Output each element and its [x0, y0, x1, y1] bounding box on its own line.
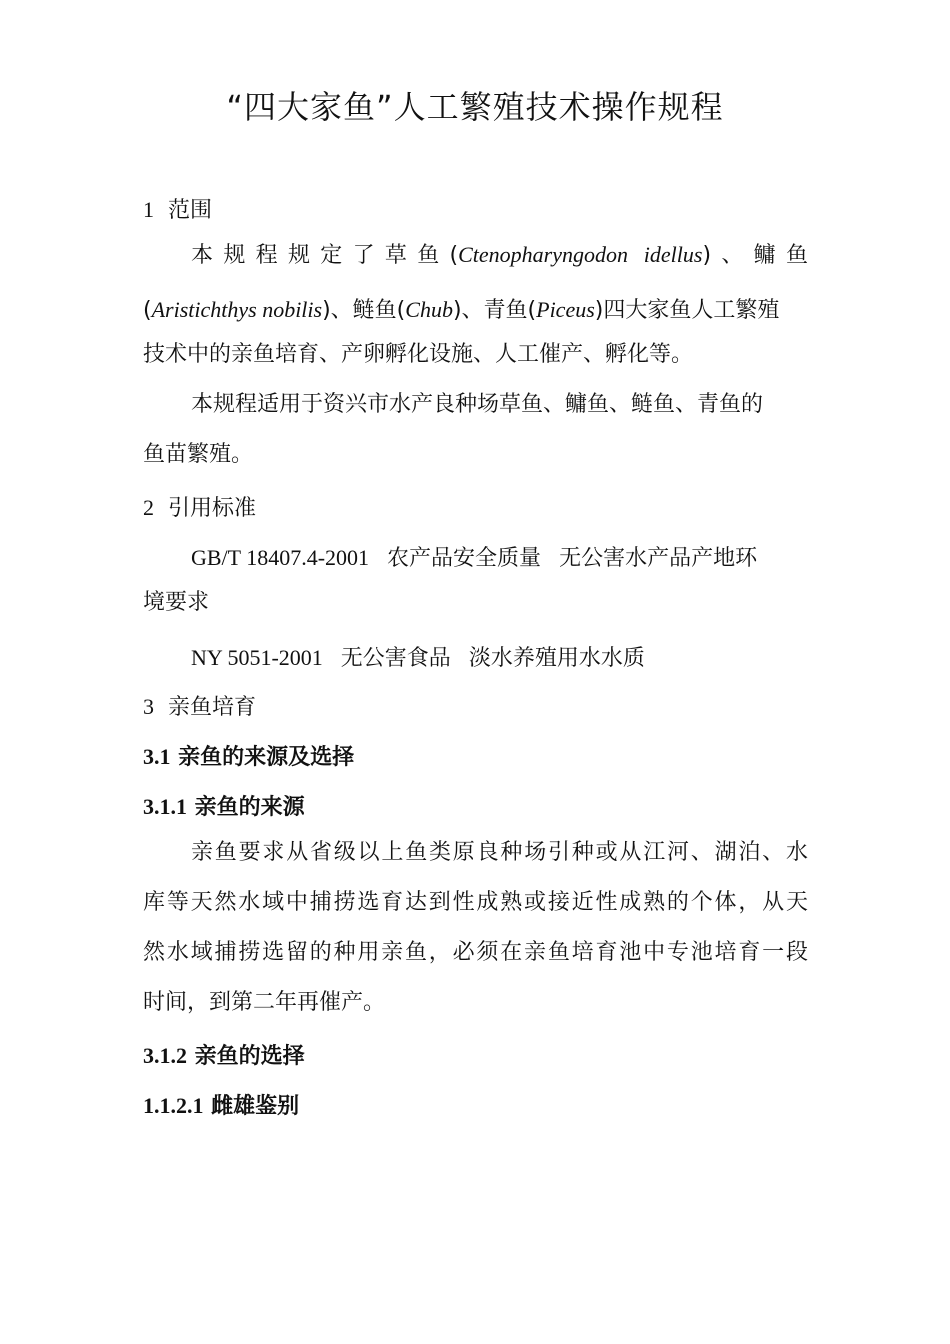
paragraph-line: 技术中的亲鱼培育、产卵孵化设施、人工催产、孵化等。 — [143, 342, 694, 367]
standard-code: GB/T 18407.4-2001 — [191, 545, 370, 570]
section-1-heading — [143, 195, 808, 226]
section-2-heading — [143, 493, 808, 524]
scientific-name: Piceus — [536, 297, 595, 322]
subsection-1-1-2-1-heading: 1.1.2.1 雌雄鉴别 — [143, 1093, 300, 1119]
paragraph-line: 时间，到第二年再催产。 — [143, 990, 386, 1015]
scientific-name: Aristichthys nobilis — [151, 297, 323, 322]
reference-line: GB/T 18407.4-2001 农产品安全质量 无公害水产品产地环 — [191, 545, 758, 571]
section-title: 引用标准 — [168, 496, 257, 521]
paragraph-line: 库等天然水域中捕捞选育达到性成熟或接近性成熟的个体，从天 — [143, 890, 808, 915]
paragraph-line: 本规程适用于资兴市水产良种场草鱼、鳙鱼、鲢鱼、青鱼的 — [191, 392, 764, 417]
subsection-3-1-heading: 3.1 亲鱼的来源及选择 — [143, 744, 355, 770]
reference-line: NY 5051-2001 无公害食品 淡水养殖用水水质 — [191, 645, 645, 671]
section-title: 范围 — [168, 198, 213, 223]
paragraph-line: (Aristichthys nobilis)、鲢鱼(Chub)、青鱼(Piceus)四大家鱼人工繁殖 — [143, 297, 780, 323]
reference-line: 境要求 — [143, 590, 210, 615]
scientific-name: Chub — [405, 297, 453, 322]
paragraph-line: 本规程规定了草鱼(Ctenopharyngodon idellus)、鳙鱼 — [191, 242, 808, 268]
paragraph-line: 亲鱼要求从省级以上鱼类原良种场引种或从江河、湖泊、水 — [191, 840, 808, 865]
subsection-3-1-2-heading: 3.1.2 亲鱼的选择 — [143, 1043, 305, 1069]
section-number: 2 — [143, 495, 154, 520]
subsection-3-1-1-heading: 3.1.1 亲鱼的来源 — [143, 794, 305, 820]
paragraph-line: 鱼苗繁殖。 — [143, 442, 254, 467]
scientific-name: Ctenopharyngodon idellus — [458, 242, 703, 267]
paragraph-line: 然水域捕捞选留的种用亲鱼，必须在亲鱼培育池中专池培育一段 — [143, 940, 808, 965]
standard-code: NY 5051-2001 — [191, 645, 323, 670]
section-3-heading — [143, 692, 808, 723]
section-title: 亲鱼培育 — [168, 695, 257, 720]
document-title: “四大家鱼”人工繁殖技术操作规程 — [226, 88, 724, 126]
section-number: 3 — [143, 694, 154, 719]
section-number: 1 — [143, 197, 154, 222]
